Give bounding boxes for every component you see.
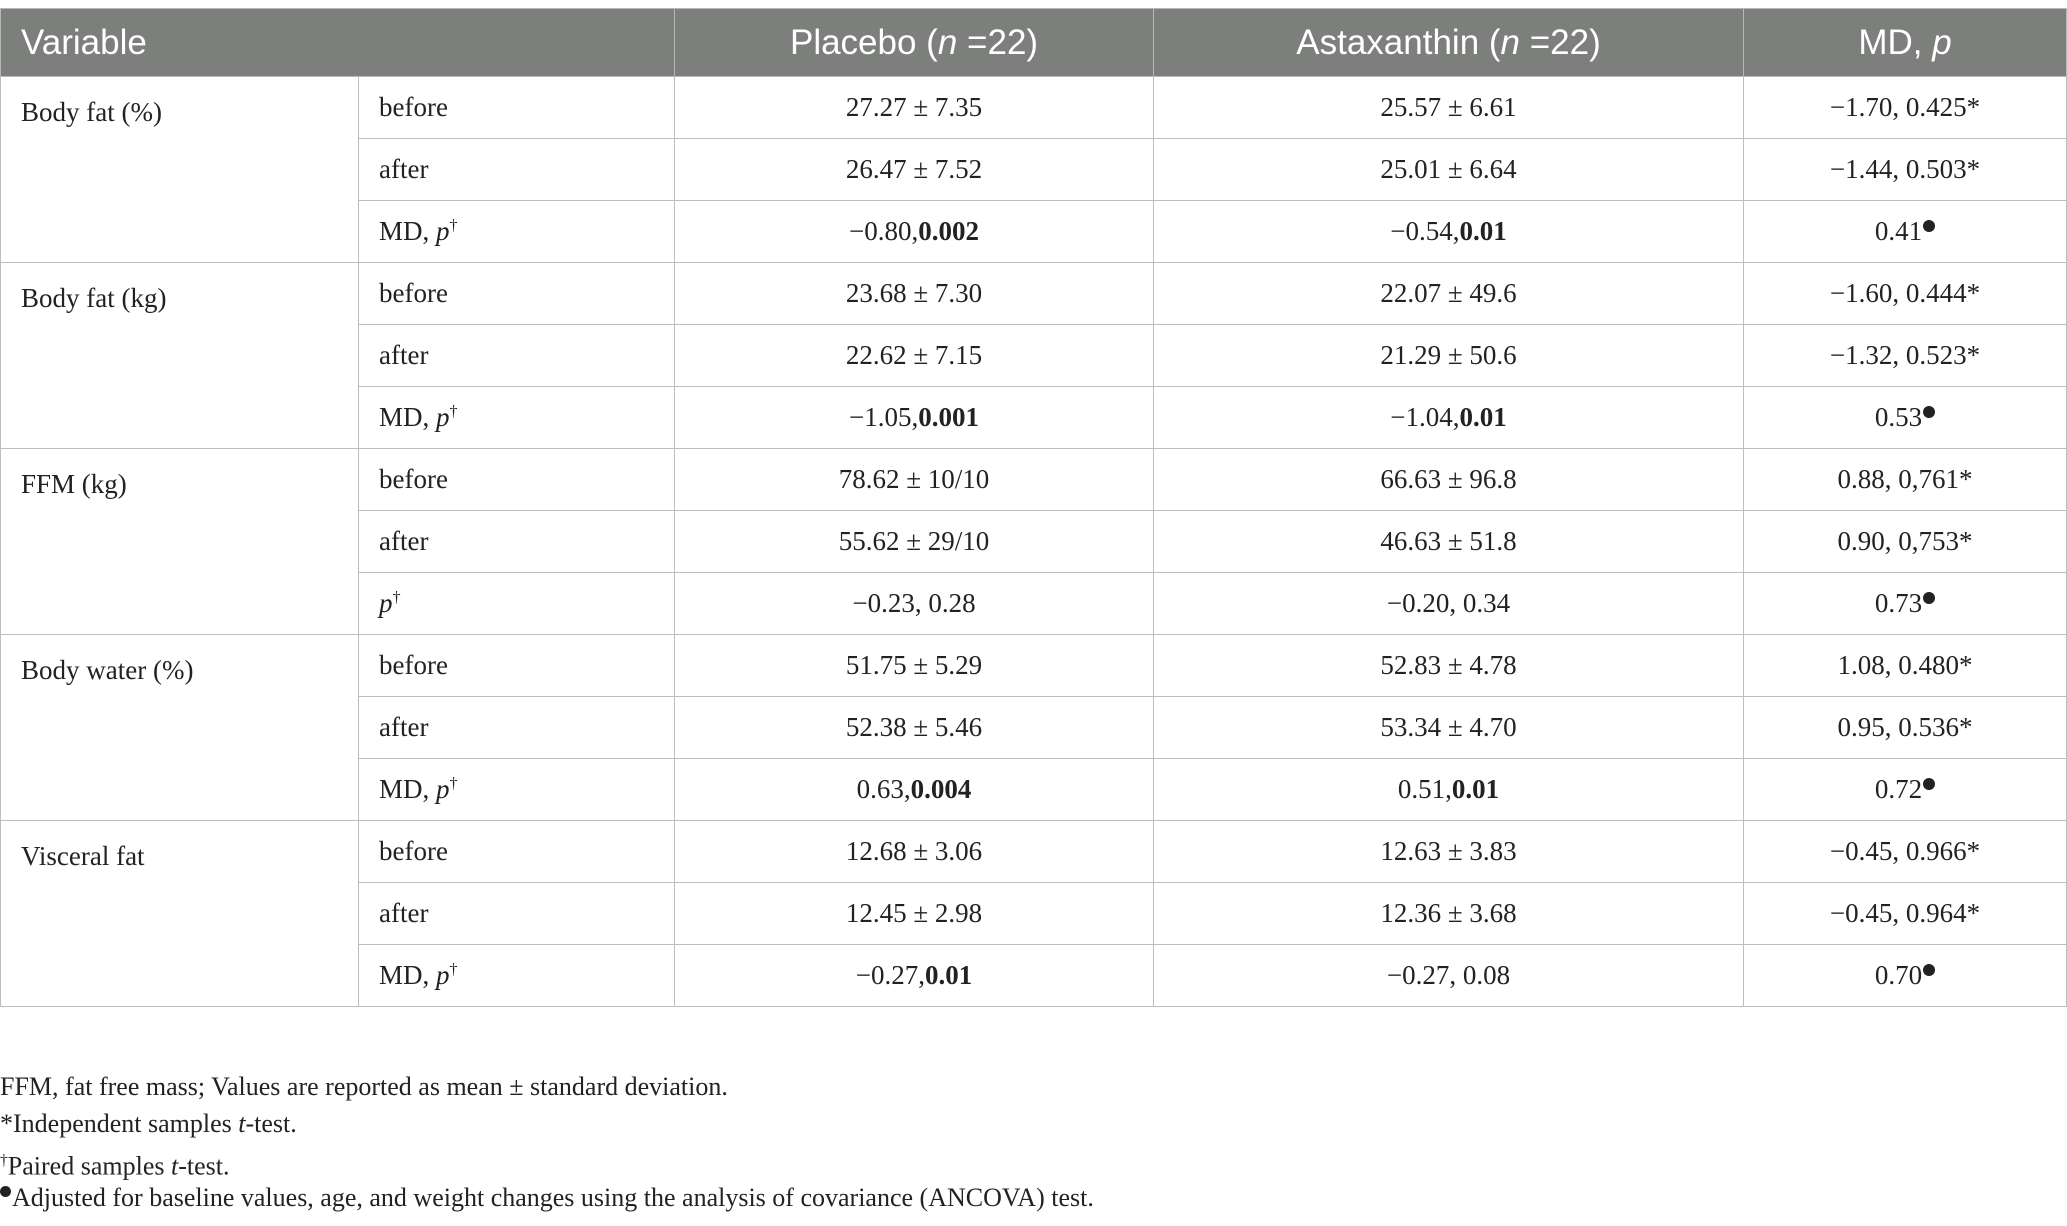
row-label: after	[359, 883, 675, 945]
row-label: before	[359, 635, 675, 697]
placebo-value: 27.27 ± 7.35	[675, 77, 1154, 139]
variable-name: FFM (kg)	[1, 449, 359, 635]
row-label: MD, p†	[359, 201, 675, 263]
row-label: before	[359, 77, 675, 139]
md-p-value: −1.70, 0.425*	[1744, 77, 2067, 139]
placebo-value: 0.63,0.004	[675, 759, 1154, 821]
placebo-value: −1.05,0.001	[675, 387, 1154, 449]
placebo-value: −0.80,0.002	[675, 201, 1154, 263]
row-label: before	[359, 263, 675, 325]
astaxanthin-value: −0.27, 0.08	[1154, 945, 1744, 1007]
md-p-value: −1.32, 0.523*	[1744, 325, 2067, 387]
header-row	[1, 9, 2067, 77]
table-row	[1, 821, 2067, 883]
table-row	[1, 449, 2067, 511]
md-p-value: 0.90, 0,753*	[1744, 511, 2067, 573]
table-row	[1, 635, 2067, 697]
row-label: before	[359, 821, 675, 883]
header-astaxanthin: Astaxanthin (n =22)	[1154, 9, 1744, 77]
ancova-dot-icon	[1923, 220, 1935, 232]
row-label: MD, p†	[359, 759, 675, 821]
astaxanthin-value: −0.54,0.01	[1154, 201, 1744, 263]
table-row	[1, 77, 2067, 139]
placebo-value: 23.68 ± 7.30	[675, 263, 1154, 325]
placebo-value: 22.62 ± 7.15	[675, 325, 1154, 387]
astaxanthin-value: 53.34 ± 4.70	[1154, 697, 1744, 759]
footnote-abbreviations: FFM, fat free mass; Values are reported as mean ± standard deviation.	[0, 1072, 728, 1101]
row-label: after	[359, 325, 675, 387]
header-placebo: Placebo (n =22)	[675, 9, 1154, 77]
placebo-value: 12.45 ± 2.98	[675, 883, 1154, 945]
placebo-value: 78.62 ± 10/10	[675, 449, 1154, 511]
ancova-dot-icon	[1923, 778, 1935, 790]
md-p-value: 1.08, 0.480*	[1744, 635, 2067, 697]
astaxanthin-value: 0.51,0.01	[1154, 759, 1744, 821]
row-label: MD, p†	[359, 387, 675, 449]
astaxanthin-value: 66.63 ± 96.8	[1154, 449, 1744, 511]
astaxanthin-value: −1.04,0.01	[1154, 387, 1744, 449]
md-p-value: −1.44, 0.503*	[1744, 139, 2067, 201]
row-label: MD, p†	[359, 945, 675, 1007]
row-label: before	[359, 449, 675, 511]
md-p-value: 0.95, 0.536*	[1744, 697, 2067, 759]
astaxanthin-value: −0.20, 0.34	[1154, 573, 1744, 635]
footnote-ancova: Adjusted for baseline values, age, and weight changes using the analysis of covariance (ANCOVA) test.	[0, 1179, 1094, 1216]
md-p-value: −0.45, 0.966*	[1744, 821, 2067, 883]
table-footnotes	[0, 1068, 1094, 1216]
ancova-dot-icon	[1923, 592, 1935, 604]
row-label: after	[359, 511, 675, 573]
variable-name: Body fat (kg)	[1, 263, 359, 449]
placebo-value: 55.62 ± 29/10	[675, 511, 1154, 573]
md-p-value: 0.72	[1744, 759, 2067, 821]
footnote-independent-test: *Independent samples t-test.	[0, 1109, 297, 1138]
astaxanthin-value: 25.01 ± 6.64	[1154, 139, 1744, 201]
placebo-value: 26.47 ± 7.52	[675, 139, 1154, 201]
ancova-dot-icon	[1923, 406, 1935, 418]
placebo-value: −0.27,0.01	[675, 945, 1154, 1007]
variable-name: Visceral fat	[1, 821, 359, 1007]
table-row	[1, 263, 2067, 325]
header-variable: Variable	[1, 9, 675, 77]
astaxanthin-value: 12.63 ± 3.83	[1154, 821, 1744, 883]
row-label: after	[359, 697, 675, 759]
ancova-dot-icon	[0, 1186, 11, 1197]
variable-name: Body water (%)	[1, 635, 359, 821]
ancova-dot-icon	[1923, 964, 1935, 976]
astaxanthin-value: 46.63 ± 51.8	[1154, 511, 1744, 573]
placebo-value: 12.68 ± 3.06	[675, 821, 1154, 883]
md-p-value: −0.45, 0.964*	[1744, 883, 2067, 945]
footnote-paired-test: †Paired samples t-test.	[0, 1151, 230, 1181]
astaxanthin-value: 52.83 ± 4.78	[1154, 635, 1744, 697]
placebo-value: 52.38 ± 5.46	[675, 697, 1154, 759]
md-p-value: 0.88, 0,761*	[1744, 449, 2067, 511]
astaxanthin-value: 22.07 ± 49.6	[1154, 263, 1744, 325]
results-table	[0, 8, 2067, 1007]
md-p-value: 0.73	[1744, 573, 2067, 635]
md-p-value: 0.41	[1744, 201, 2067, 263]
astaxanthin-value: 21.29 ± 50.6	[1154, 325, 1744, 387]
row-label: p†	[359, 573, 675, 635]
variable-name: Body fat (%)	[1, 77, 359, 263]
header-md-p: MD, p	[1744, 9, 2067, 77]
placebo-value: 51.75 ± 5.29	[675, 635, 1154, 697]
astaxanthin-value: 12.36 ± 3.68	[1154, 883, 1744, 945]
md-p-value: 0.53	[1744, 387, 2067, 449]
row-label: after	[359, 139, 675, 201]
md-p-value: −1.60, 0.444*	[1744, 263, 2067, 325]
md-p-value: 0.70	[1744, 945, 2067, 1007]
astaxanthin-value: 25.57 ± 6.61	[1154, 77, 1744, 139]
placebo-value: −0.23, 0.28	[675, 573, 1154, 635]
